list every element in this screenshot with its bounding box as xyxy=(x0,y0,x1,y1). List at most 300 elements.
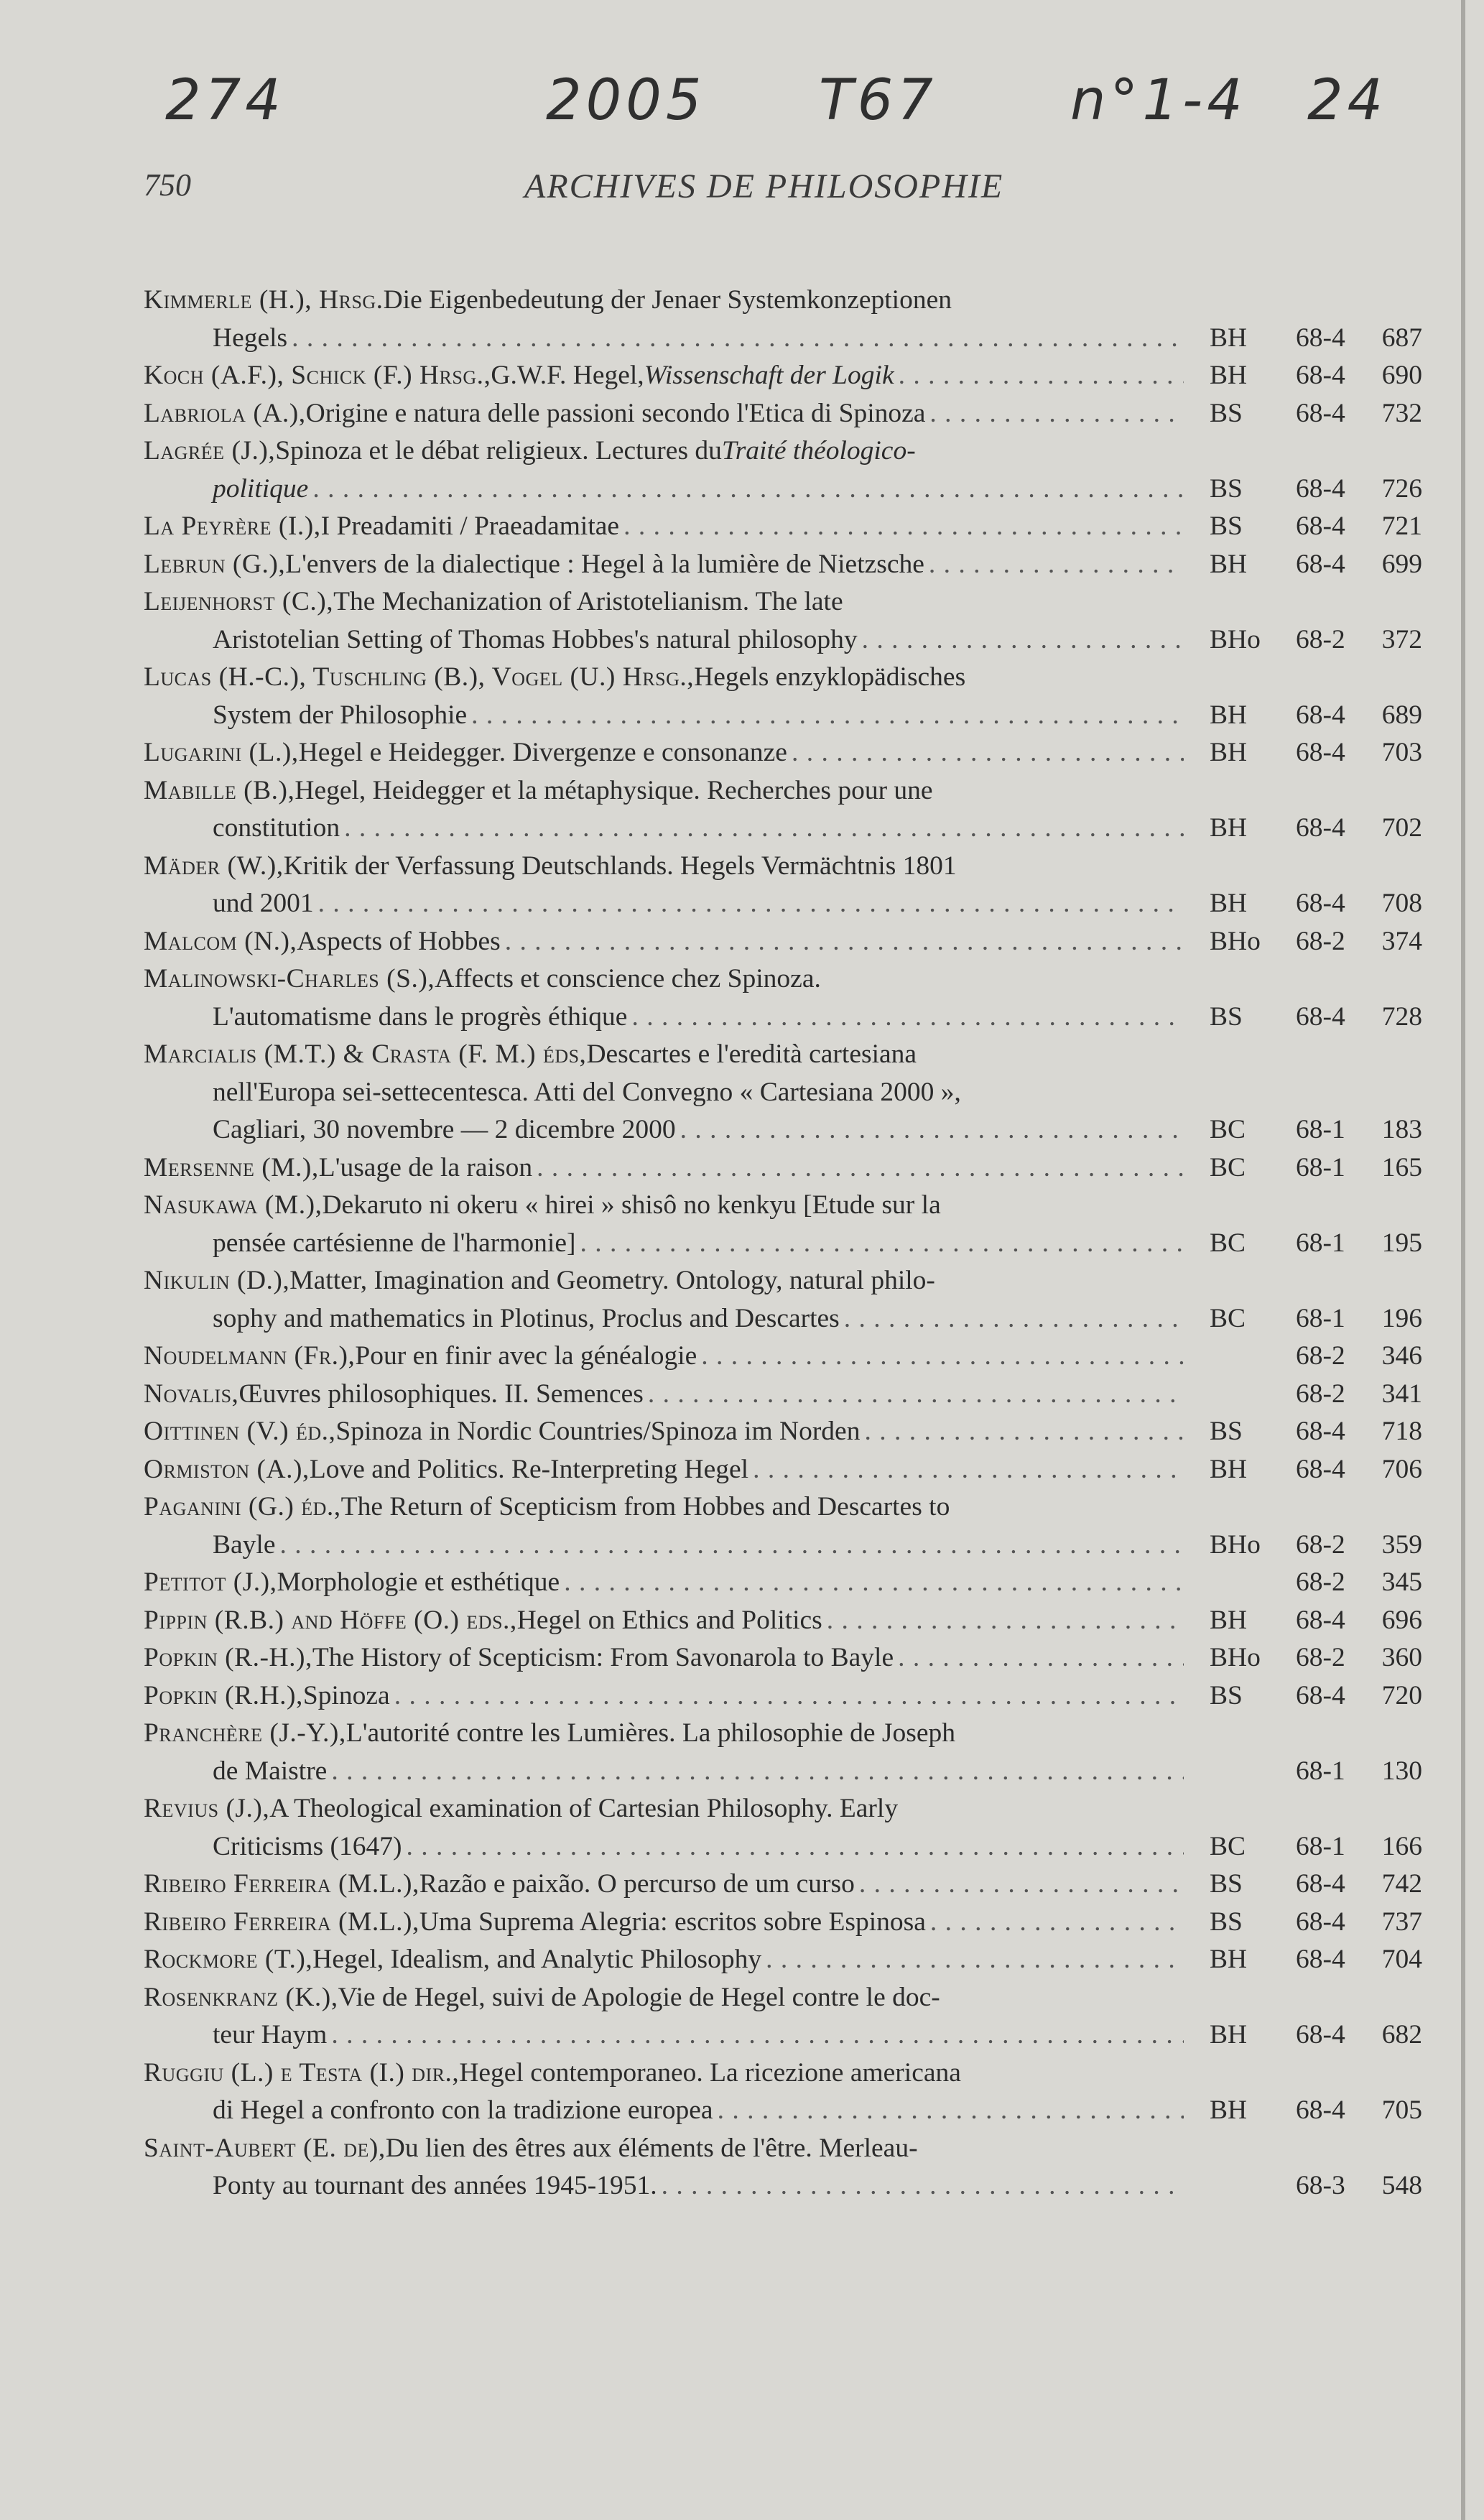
entry-line xyxy=(144,583,1422,621)
volume-number: 68-4 xyxy=(1296,889,1345,918)
index-list xyxy=(144,282,1422,2205)
entry-title: di Hegel a confronto con la tradizione europea xyxy=(213,2095,713,2125)
page-reference: 341 xyxy=(1381,1379,1422,1409)
entry-line xyxy=(144,1262,1422,1300)
journal-code: BH xyxy=(1210,2020,1248,2049)
entry-text xyxy=(144,2092,1184,2130)
entry-line xyxy=(144,546,1422,584)
entry-title: Bayle xyxy=(213,1529,276,1560)
entry-title: Hegel, Heidegger et la métaphysique. Recherches pour une xyxy=(295,775,933,805)
page-reference: 687 xyxy=(1381,323,1422,353)
journal-code xyxy=(1184,2167,1296,2205)
entry-title: Morphologie et esthétique xyxy=(277,1567,560,1597)
volume-number: 68-1 xyxy=(1296,1756,1345,1786)
journal-code: BH xyxy=(1210,738,1248,767)
entry-line xyxy=(144,1979,1422,2017)
journal-code: BC xyxy=(1210,1303,1246,1333)
leader-dots xyxy=(580,1225,1184,1263)
volume-number: 68-4 xyxy=(1296,738,1345,767)
volume-number: 68-1 xyxy=(1296,1152,1345,1182)
leader-dots xyxy=(898,1639,1184,1677)
entry-text xyxy=(144,1904,1184,1942)
leader-dots xyxy=(564,1564,1184,1602)
volume-number: 68-4 xyxy=(1296,2095,1345,2125)
index-entry xyxy=(144,1149,1422,1187)
index-entry xyxy=(144,1262,1422,1338)
entry-title: sophy and mathematics in Plotinus, Proclus and Descartes xyxy=(213,1303,840,1333)
entry-title: The History of Scepticism: From Savonarola to Bayle xyxy=(312,1643,894,1672)
entry-title: Œuvres philosophiques. II. Semences xyxy=(238,1379,644,1409)
index-entry xyxy=(144,1488,1422,1564)
entry-line xyxy=(144,1376,1422,1414)
index-entry xyxy=(144,2130,1422,2205)
entry-text xyxy=(144,1866,1184,1904)
entry-text xyxy=(144,1225,1184,1263)
entry-author: Ormiston (A.), xyxy=(144,1454,310,1484)
entry-author: Nasukawa (M.), xyxy=(144,1190,323,1220)
entry-title: Uma Suprema Alegria: escritos sobre Espinosa xyxy=(419,1907,926,1937)
entry-text xyxy=(144,320,1184,358)
index-entry xyxy=(144,1715,1422,1790)
journal-code: BHo xyxy=(1210,1529,1261,1560)
journal-code: BC xyxy=(1210,1228,1246,1258)
index-entry xyxy=(144,357,1422,395)
entry-text xyxy=(144,1036,1422,1074)
entry-line xyxy=(144,621,1422,659)
index-entry xyxy=(144,1338,1422,1376)
entry-author: Popkin (R.-H.), xyxy=(144,1643,312,1672)
leader-dots xyxy=(318,885,1184,923)
leader-dots xyxy=(623,508,1184,546)
page-reference: 359 xyxy=(1381,1529,1422,1560)
entry-line xyxy=(144,2092,1422,2130)
leader-dots xyxy=(844,1300,1184,1338)
entry-author: Pranchère (J.-Y.), xyxy=(144,1718,346,1748)
leader-dots xyxy=(662,2167,1184,2205)
page-reference: 689 xyxy=(1381,700,1422,730)
leader-dots xyxy=(929,395,1184,433)
entry-text xyxy=(144,848,1422,886)
entry-line xyxy=(144,1527,1422,1565)
entry-title: Die Eigenbedeutung der Jenaer Systemkonzeptionen xyxy=(383,285,952,315)
index-entry xyxy=(144,1187,1422,1262)
journal-code: BH xyxy=(1210,889,1248,918)
entry-text xyxy=(144,2167,1184,2205)
journal-code: BH xyxy=(1210,1945,1248,1974)
entry-line xyxy=(144,1111,1422,1149)
volume-number: 68-2 xyxy=(1296,1643,1345,1672)
entry-line xyxy=(144,2130,1422,2168)
entry-text xyxy=(144,772,1422,810)
volume-number: 68-4 xyxy=(1296,1417,1345,1446)
entry-title: G.W.F. Hegel, xyxy=(491,361,644,390)
page-reference: 195 xyxy=(1381,1228,1422,1258)
index-entry xyxy=(144,772,1422,848)
entry-text xyxy=(144,1527,1184,1565)
entry-text xyxy=(144,1790,1422,1828)
entry-text xyxy=(144,1564,1184,1602)
page-reference: 346 xyxy=(1381,1341,1422,1371)
journal-code: BS xyxy=(1210,1680,1243,1710)
volume-number: 68-4 xyxy=(1296,2020,1345,2049)
index-entry xyxy=(144,508,1422,546)
leader-dots xyxy=(394,1677,1184,1715)
entry-author: Lugarini (L.), xyxy=(144,738,299,767)
entry-title: Hegel on Ethics and Politics xyxy=(516,1605,822,1635)
entry-author: Kimmerle (H.), Hrsg. xyxy=(144,285,384,315)
entry-text xyxy=(144,1602,1184,1640)
journal-code xyxy=(1184,1753,1296,1791)
leader-dots xyxy=(648,1376,1184,1414)
entry-title: Hegel e Heidegger. Divergenze e consonanze xyxy=(298,738,787,767)
volume-number: 68-1 xyxy=(1296,1115,1345,1144)
page-reference: 345 xyxy=(1381,1567,1422,1597)
entry-line xyxy=(144,1225,1422,1263)
index-entry xyxy=(144,1451,1422,1489)
entry-text xyxy=(144,1488,1422,1527)
entry-author: Paganini (G.) éd., xyxy=(144,1492,341,1521)
index-entry xyxy=(144,923,1422,961)
leader-dots xyxy=(292,320,1184,358)
leader-dots xyxy=(753,1451,1184,1489)
entry-title: Love and Politics. Re-Interpreting Hegel xyxy=(309,1454,749,1484)
entry-title: pensée cartésienne de l'harmonie] xyxy=(213,1228,576,1258)
index-entry xyxy=(144,1036,1422,1149)
journal-code: BC xyxy=(1210,1831,1246,1861)
entry-author: Popkin (R.H.), xyxy=(144,1680,303,1710)
journal-code: BS xyxy=(1210,1417,1243,1446)
entry-text xyxy=(144,1451,1184,1489)
entry-title: Origine e natura delle passioni secondo l'Etica di Spinoza xyxy=(305,398,926,428)
entry-title: Spinoza in Nordic Countries/Spinoza im Norden xyxy=(335,1417,861,1446)
entry-line xyxy=(144,1564,1422,1602)
entry-title: de Maistre xyxy=(213,1756,328,1786)
page-reference: 696 xyxy=(1381,1605,1422,1635)
leader-dots xyxy=(827,1602,1184,1640)
entry-title: Hegel contemporaneo. La ricezione americana xyxy=(459,2057,961,2088)
entry-author: Rosenkranz (K.), xyxy=(144,1982,338,2012)
entry-line xyxy=(144,1187,1422,1225)
page-reference: 682 xyxy=(1381,2020,1422,2049)
journal-code xyxy=(1184,1564,1296,1602)
leader-dots xyxy=(929,546,1184,584)
entry-text xyxy=(144,282,1422,320)
index-entry xyxy=(144,1413,1422,1451)
entry-title: Wissenschaft der Logik xyxy=(644,361,894,390)
entry-line xyxy=(144,960,1422,999)
entry-author: Lucas (H.-C.), Tuschling (B.), Vogel (U.) Hrsg., xyxy=(144,662,695,692)
entry-line xyxy=(144,1790,1422,1828)
leader-dots xyxy=(859,1866,1184,1904)
entry-line xyxy=(144,320,1422,358)
index-entry xyxy=(144,1941,1422,1979)
entry-title: Kritik der Verfassung Deutschlands. Hegels Vermächtnis 1801 xyxy=(283,851,957,881)
volume-number: 68-4 xyxy=(1296,1605,1345,1635)
volume-number: 68-4 xyxy=(1296,473,1345,504)
entry-text xyxy=(144,659,1422,697)
index-entry xyxy=(144,848,1422,923)
entry-line xyxy=(144,508,1422,546)
journal-code: BH xyxy=(1210,700,1248,730)
journal-code: BHo xyxy=(1210,1643,1261,1672)
entry-title: Hegel, Idealism, and Analytic Philosophy xyxy=(312,1945,762,1974)
running-title: ARCHIVES DE PHILOSOPHIE xyxy=(524,167,1004,205)
volume-number: 68-4 xyxy=(1296,1907,1345,1937)
entry-text xyxy=(144,357,1184,395)
leader-dots xyxy=(505,923,1184,961)
handwritten-note: 24 xyxy=(1307,68,1388,133)
entry-author: Saint-Aubert (E. de), xyxy=(144,2133,386,2163)
page-edge xyxy=(1461,0,1465,2520)
entry-title: L'autorité contre les Lumières. La philosophie de Joseph xyxy=(346,1718,955,1748)
entry-line xyxy=(144,471,1422,509)
entry-author: Labriola (A.), xyxy=(144,398,306,428)
entry-title: The Mechanization of Aristotelianism. The late xyxy=(333,587,843,616)
entry-author: Oittinen (V.) éd., xyxy=(144,1417,336,1446)
entry-text xyxy=(144,960,1422,999)
handwritten-note: 2005 xyxy=(546,68,706,133)
entry-title: Spinoza et le débat religieux. Lectures du xyxy=(275,436,722,465)
handwritten-note: n°1-4 xyxy=(1070,68,1247,133)
entry-text xyxy=(144,508,1184,546)
entry-text xyxy=(144,1753,1184,1791)
volume-number: 68-4 xyxy=(1296,813,1345,843)
volume-number: 68-4 xyxy=(1296,700,1345,730)
leader-dots xyxy=(537,1149,1184,1187)
entry-title: Traité théologico- xyxy=(721,436,916,465)
page-reference: 721 xyxy=(1381,511,1422,541)
entry-line xyxy=(144,1677,1422,1715)
entry-author: Mabille (B.), xyxy=(144,775,295,805)
index-entry xyxy=(144,282,1422,357)
entry-line xyxy=(144,1753,1422,1791)
journal-code: BS xyxy=(1210,398,1243,428)
entry-text xyxy=(144,2055,1422,2093)
entry-text xyxy=(144,1941,1184,1979)
entry-author: Mäder (W.), xyxy=(144,851,284,881)
entry-line xyxy=(144,1904,1422,1942)
page-reference: 165 xyxy=(1381,1152,1422,1182)
journal-code: BH xyxy=(1210,2095,1248,2125)
entry-title: Pour en finir avec la généalogie xyxy=(355,1341,697,1371)
journal-code: BS xyxy=(1210,1869,1243,1899)
entry-text xyxy=(144,471,1184,509)
handwritten-note: T67 xyxy=(819,68,937,133)
page-reference: 732 xyxy=(1381,398,1422,428)
page-reference: 708 xyxy=(1381,889,1422,918)
index-entry xyxy=(144,960,1422,1036)
page-reference: 742 xyxy=(1381,1869,1422,1899)
page-reference: 130 xyxy=(1381,1756,1422,1786)
entry-line xyxy=(144,357,1422,395)
entry-title: Dekaruto ni okeru « hirei » shisô no kenkyu [Etude sur la xyxy=(322,1190,941,1220)
volume-number: 68-4 xyxy=(1296,1945,1345,1974)
entry-line xyxy=(144,659,1422,697)
page-reference: 706 xyxy=(1381,1454,1422,1484)
entry-line xyxy=(144,772,1422,810)
entry-author: Pippin (R.B.) and Höffe (O.) eds., xyxy=(144,1605,517,1635)
volume-number: 68-4 xyxy=(1296,1869,1345,1899)
volume-number: 68-1 xyxy=(1296,1228,1345,1258)
volume-number: 68-4 xyxy=(1296,398,1345,428)
entry-text xyxy=(144,1111,1184,1149)
page-reference: 372 xyxy=(1381,624,1422,654)
journal-code: BH xyxy=(1210,361,1248,390)
volume-number: 68-4 xyxy=(1296,1680,1345,1710)
entry-line xyxy=(144,1074,1422,1112)
entry-title: Aspects of Hobbes xyxy=(297,926,501,956)
entry-title: L'usage de la raison xyxy=(318,1152,533,1182)
journal-code: BHo xyxy=(1210,926,1261,956)
page-header xyxy=(144,167,1350,217)
page-reference: 548 xyxy=(1381,2171,1422,2200)
entry-title: L'envers de la dialectique : Hegel à la lumière de Nietzsche xyxy=(285,549,924,579)
volume-number: 68-1 xyxy=(1296,1303,1345,1333)
entry-text xyxy=(144,697,1184,735)
handwritten-notes xyxy=(165,68,1429,154)
leader-dots xyxy=(312,471,1184,509)
page-reference: 720 xyxy=(1381,1680,1422,1710)
index-entry xyxy=(144,1639,1422,1677)
entry-title: nell'Europa sei-settecentesca. Atti del Convegno « Cartesiana 2000 », xyxy=(213,1077,961,1107)
volume-number: 68-4 xyxy=(1296,1454,1345,1484)
page-reference: 728 xyxy=(1381,1001,1422,1032)
volume-number: 68-3 xyxy=(1296,2171,1345,2200)
entry-text xyxy=(144,583,1422,621)
entry-line xyxy=(144,1866,1422,1904)
index-entry xyxy=(144,1677,1422,1715)
leader-dots xyxy=(331,1753,1184,1791)
entry-line xyxy=(144,1715,1422,1753)
entry-author: Nikulin (D.), xyxy=(144,1266,290,1295)
index-entry xyxy=(144,1790,1422,1866)
volume-number: 68-4 xyxy=(1296,323,1345,353)
entry-line xyxy=(144,395,1422,433)
page-reference: 374 xyxy=(1381,926,1422,956)
entry-author: Petitot (J.), xyxy=(144,1567,277,1597)
leader-dots xyxy=(407,1828,1184,1866)
leader-dots xyxy=(899,357,1184,395)
page-reference: 702 xyxy=(1381,813,1422,843)
volume-number: 68-4 xyxy=(1296,511,1345,541)
entry-text xyxy=(144,1715,1422,1753)
journal-code: BHo xyxy=(1210,624,1261,654)
entry-title: Affects et conscience chez Spinoza. xyxy=(435,964,821,993)
entry-line xyxy=(144,1941,1422,1979)
entry-line xyxy=(144,1639,1422,1677)
entry-title: I Preadamiti / Praeadamitae xyxy=(320,511,620,541)
journal-code: BS xyxy=(1210,473,1243,504)
journal-code: BH xyxy=(1210,549,1248,579)
entry-title: L'automatisme dans le progrès éthique xyxy=(213,1001,628,1032)
page-reference: 690 xyxy=(1381,361,1422,390)
index-entry xyxy=(144,659,1422,734)
volume-number: 68-2 xyxy=(1296,1379,1345,1409)
page-number: 750 xyxy=(144,167,191,203)
entry-text xyxy=(144,1376,1184,1414)
entry-line xyxy=(144,810,1422,848)
entry-line xyxy=(144,1300,1422,1338)
journal-code xyxy=(1184,1338,1296,1376)
leader-dots xyxy=(344,810,1184,848)
entry-author: Ribeiro Ferreira (M.L.), xyxy=(144,1907,419,1937)
entry-title: Ponty au tournant des années 1945-1951. xyxy=(213,2171,657,2200)
entry-author: Leijenhorst (C.), xyxy=(144,587,334,616)
journal-code: BH xyxy=(1210,813,1248,843)
handwritten-note: 274 xyxy=(165,68,285,133)
entry-author: Novalis, xyxy=(144,1379,239,1409)
entry-line xyxy=(144,1036,1422,1074)
entry-line xyxy=(144,848,1422,886)
index-entry xyxy=(144,546,1422,584)
entry-line xyxy=(144,1828,1422,1866)
page-reference: 704 xyxy=(1381,1945,1422,1974)
index-entry xyxy=(144,1866,1422,1904)
page-reference: 726 xyxy=(1381,473,1422,504)
entry-title: Hegels enzyklopädisches xyxy=(694,662,966,692)
page-reference: 705 xyxy=(1381,2095,1422,2125)
entry-text xyxy=(144,999,1184,1037)
entry-title: System der Philosophie xyxy=(213,700,468,730)
leader-dots xyxy=(631,999,1184,1037)
entry-title: Hegels xyxy=(213,323,288,353)
page-reference: 183 xyxy=(1381,1115,1422,1144)
volume-number: 68-4 xyxy=(1296,361,1345,390)
entry-author: Koch (A.F.), Schick (F.) Hrsg., xyxy=(144,361,491,390)
entry-text xyxy=(144,395,1184,433)
entry-line xyxy=(144,999,1422,1037)
index-entry xyxy=(144,583,1422,659)
entry-author: Lagrée (J.), xyxy=(144,436,276,465)
journal-code: BS xyxy=(1210,1001,1243,1032)
entry-text xyxy=(144,1979,1422,2017)
entry-title: Aristotelian Setting of Thomas Hobbes's natural philosophy xyxy=(213,624,858,654)
index-entry xyxy=(144,1602,1422,1640)
entry-title: Spinoza xyxy=(302,1680,390,1710)
page-reference: 718 xyxy=(1381,1417,1422,1446)
journal-code: BH xyxy=(1210,323,1248,353)
entry-author: Mersenne (M.), xyxy=(144,1152,319,1182)
leader-dots xyxy=(930,1904,1184,1942)
entry-line xyxy=(144,1413,1422,1451)
page-reference: 196 xyxy=(1381,1303,1422,1333)
index-entry xyxy=(144,1979,1422,2055)
page-reference: 360 xyxy=(1381,1643,1422,1672)
leader-dots xyxy=(792,734,1184,772)
entry-text xyxy=(144,621,1184,659)
entry-text xyxy=(144,1300,1184,1338)
entry-text xyxy=(144,923,1184,961)
page-reference: 703 xyxy=(1381,738,1422,767)
index-entry xyxy=(144,395,1422,433)
entry-text xyxy=(144,2130,1422,2168)
entry-title: teur Haym xyxy=(213,2020,328,2049)
entry-text xyxy=(144,432,1422,471)
entry-title: und 2001 xyxy=(213,889,314,918)
page-reference: 166 xyxy=(1381,1831,1422,1861)
entry-text xyxy=(144,1149,1184,1187)
entry-author: La Peyrère (I.), xyxy=(144,511,321,541)
index-entry xyxy=(144,734,1422,772)
entry-author: Marcialis (M.T.) & Crasta (F. M.) éds, xyxy=(144,1039,587,1069)
entry-text xyxy=(144,734,1184,772)
entry-text xyxy=(144,1074,1422,1112)
entry-line xyxy=(144,1602,1422,1640)
entry-text xyxy=(144,1639,1184,1677)
entry-text xyxy=(144,546,1184,584)
entry-text xyxy=(144,1677,1184,1715)
entry-title: Du lien des êtres aux éléments de l'être. Merleau- xyxy=(385,2133,918,2163)
